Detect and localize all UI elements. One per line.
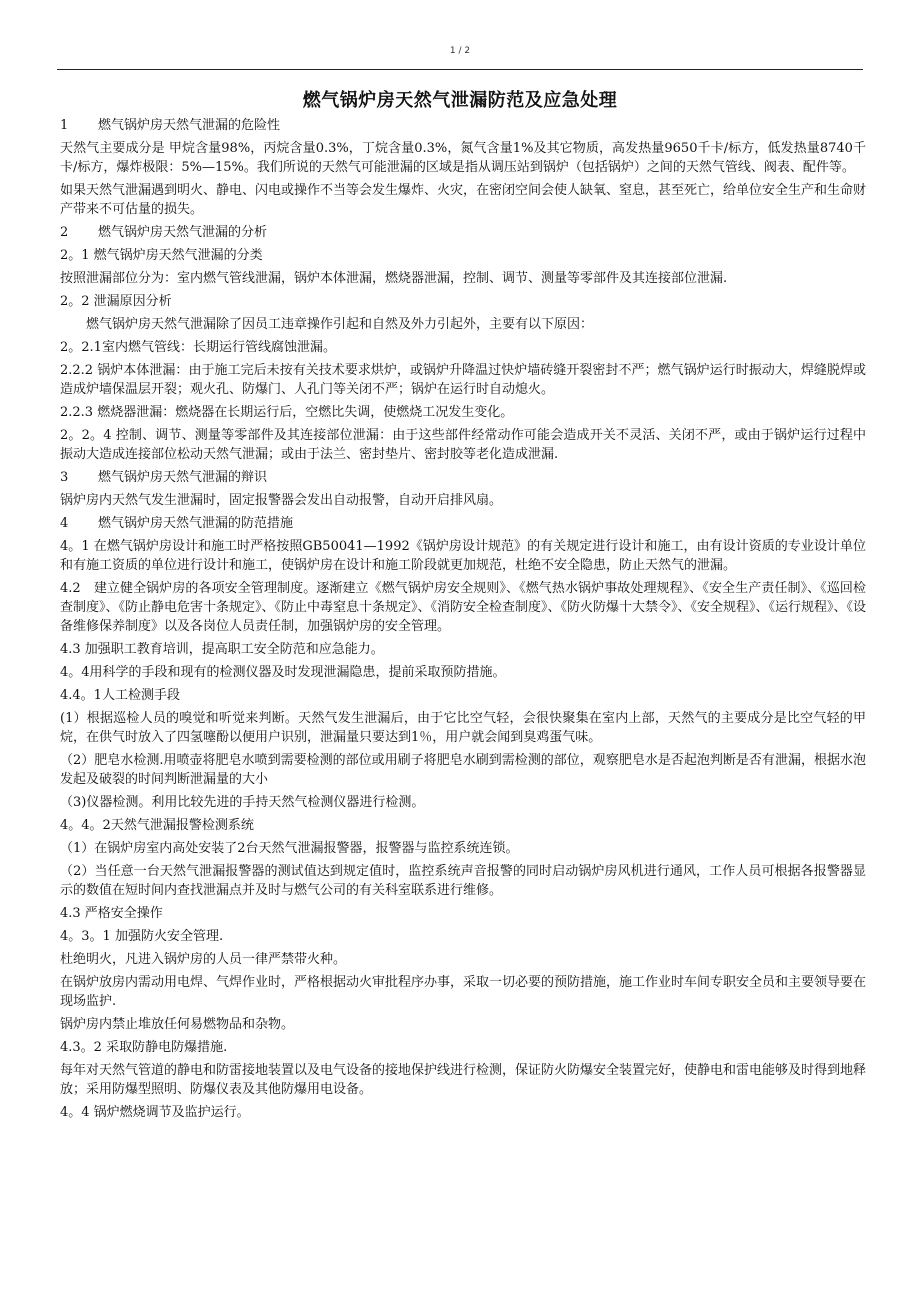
paragraph-text: 如果天然气泄漏遇到明火、静电、闪电或操作不当等会发生爆炸、火灾，在密闭空间会使人缺氧、窒息，甚至死亡，给单位安全生产和生命财产带来不可估量的损失。 xyxy=(60,183,867,217)
paragraph-text: 2。2 泄漏原因分析 xyxy=(60,294,172,309)
paragraph xyxy=(60,537,866,575)
paragraph xyxy=(60,904,866,923)
section-number: 1 xyxy=(60,118,69,133)
paragraph xyxy=(60,1038,866,1057)
paragraph-text: 4。4用科学的手段和现有的检测仪器及时发现泄漏隐患，提前采取预防措施。 xyxy=(60,665,506,680)
paragraph-text: 锅炉房内禁止堆放任何易燃物品和杂物。 xyxy=(60,1017,295,1032)
paragraph xyxy=(60,1061,866,1099)
paragraph xyxy=(60,973,866,1011)
paragraph xyxy=(60,491,866,510)
section-heading xyxy=(60,223,866,242)
paragraph xyxy=(60,640,866,659)
section-heading-text: 燃气锅炉房天然气泄漏的分析 xyxy=(98,225,268,240)
paragraph-text: 杜绝明火，凡进入锅炉房的人员一律严禁带火种。 xyxy=(60,952,347,967)
header-rule xyxy=(57,69,863,70)
paragraph-text: （2）肥皂水检测.用喷壶将肥皂水喷到需要检测的部位或用刷子将肥皂水刷到需检测的部位，观察肥皂水是否起泡判断是否有泄漏，根据水泡发起及破裂的时间判断泄漏量的大小 xyxy=(60,753,866,787)
paragraph-text: 按照泄漏部位分为：室内燃气管线泄漏，锅炉本体泄漏，燃烧器泄漏，控制、调节、测量等零部件及其连接部位泄漏. xyxy=(60,271,728,286)
paragraph xyxy=(60,361,866,399)
paragraph xyxy=(60,709,866,747)
section-heading xyxy=(60,116,866,135)
section-heading xyxy=(60,514,866,533)
paragraph xyxy=(60,181,866,219)
paragraph xyxy=(60,338,866,357)
paragraph-text: (1）根据巡检人员的嗅觉和听觉来判断。天然气发生泄漏后，由于它比空气轻，会很快聚集在室内上部，天然气的主要成分是比空气轻的甲烷，在供气时放入了四氢噻酚以便用户识别，泄漏量只要达到1％，用户就会闻到臭鸡蛋气味。 xyxy=(60,711,866,745)
paragraph-text: （2）当任意一台天然气泄漏报警器的测试值达到规定值时，监控系统声音报警的同时启动锅炉房风机进行通风，工作人员可根据各报警器显示的数值在短时间内查找泄漏点并及时与燃气公司的有关科室联系进行维修。 xyxy=(60,864,866,898)
paragraph-text: 4.3。2 采取防静电防爆措施. xyxy=(60,1040,228,1055)
document-body xyxy=(60,116,866,1126)
paragraph-text: 4。4。2天然气泄漏报警检测系统 xyxy=(60,818,254,833)
paragraph-text: 燃气锅炉房天然气泄漏除了因员工违章操作引起和自然及外力引起外，主要有以下原因： xyxy=(86,317,594,332)
paragraph-text: （3)仪器检测。利用比较先进的手持天然气检测仪器进行检测。 xyxy=(60,795,425,810)
paragraph xyxy=(60,579,866,636)
paragraph xyxy=(60,927,866,946)
paragraph xyxy=(60,246,866,265)
paragraph-text: 2。2。4 控制、调节、测量等零部件及其连接部位泄漏：由于这些部件经常动作可能会造成开关不灵活、关闭不严，或由于锅炉运行过程中振动大造成连接部位松动天然气泄漏；或由于法兰、密封垫片、密封胶等老化造成泄漏. xyxy=(60,428,866,462)
section-heading-text: 燃气锅炉房天然气泄漏的防范措施 xyxy=(98,516,294,531)
paragraph xyxy=(60,793,866,812)
paragraph xyxy=(60,839,866,858)
paragraph-text: 4。1 在燃气锅炉房设计和施工时严格按照GB50041—1992《锅炉房设计规范》的有关规定进行设计和施工，由有设计资质的专业设计单位和有施工资质的单位进行设计和施工，使锅炉房在设计和施工阶段就更加规范，杜绝不安全隐患，防止天然气的泄漏。 xyxy=(60,539,866,573)
paragraph xyxy=(60,950,866,969)
paragraph-text: 锅炉房内天然气发生泄漏时，固定报警器会发出自动报警，自动开启排风扇。 xyxy=(60,493,503,508)
paragraph xyxy=(60,292,866,311)
paragraph-text: 4.4。1人工检测手段 xyxy=(60,688,180,703)
paragraph-text: 天然气主要成分是 甲烷含量98%，丙烷含量0.3%，丁烷含量0.3%，氮气含量1%及其它物质，高发热量9650千卡/标方，低发热量8740千卡/标方，爆炸极限：5%—15%。我们所说的天然气可能泄漏的区域是指从调压站到锅炉（包括锅炉）之间的天然气管线、阀表、配件等。 xyxy=(60,141,866,175)
paragraph xyxy=(60,663,866,682)
section-heading-text: 燃气锅炉房天然气泄漏的危险性 xyxy=(98,118,281,133)
paragraph-text: （1）在锅炉房室内高处安装了2台天然气泄漏报警器，报警器与监控系统连锁。 xyxy=(60,841,519,856)
paragraph xyxy=(60,269,866,288)
section-number: 4 xyxy=(60,516,69,531)
paragraph-text: 在锅炉放房内需动用电焊、气焊作业时，严格根据动火审批程序办事，采取一切必要的预防措施，施工作业时车间专职安全员和主要领导要在现场监护. xyxy=(60,975,867,1009)
document-title: 燃气锅炉房天然气泄漏防范及应急处理 xyxy=(302,90,618,111)
paragraph-text: 4.3 加强职工教育培训，提高职工安全防范和应急能力。 xyxy=(60,642,384,657)
paragraph-text: 2。1 燃气锅炉房天然气泄漏的分类 xyxy=(60,248,263,263)
paragraph xyxy=(60,862,866,900)
page-number: 1 / 2 xyxy=(449,46,471,56)
paragraph xyxy=(60,403,866,422)
paragraph-text: 4。4 锅炉燃烧调节及监护运行。 xyxy=(60,1105,250,1120)
paragraph xyxy=(60,816,866,835)
paragraph-text: 2.2.2 锅炉本体泄漏：由于施工完后未按有关技术要求烘炉，或锅炉升降温过快炉墙砖缝开裂密封不严；燃气锅炉运行时振动大，焊缝脱焊或造成炉墙保温层开裂；观火孔、防爆门、人孔门等关闭不严；锅炉在运行时自动熄火。 xyxy=(60,363,866,397)
section-heading xyxy=(60,468,866,487)
paragraph-text: 2。2.1室内燃气管线：长期运行管线腐蚀泄漏。 xyxy=(60,340,336,355)
paragraph xyxy=(60,315,866,334)
paragraph xyxy=(60,426,866,464)
paragraph-text: 4.2 建立健全锅炉房的各项安全管理制度。逐渐建立《燃气锅炉房安全规则》、《燃气热水锅炉事故处理规程》、《安全生产责任制》、《巡回检查制度》、《防止静电危害十条规定》、《防止中毒窒息十条规定》、《消防安全检查制度》、《防火防爆十大禁令》、《安全规程》、《运行规程》、《设备维修保养制度》以及各岗位人员责任制，加强锅炉房的安全管理。 xyxy=(60,581,867,634)
paragraph xyxy=(60,1103,866,1122)
paragraph xyxy=(60,686,866,705)
paragraph-text: 2.2.3 燃烧器泄漏：燃烧器在长期运行后，空燃比失调，使燃烧工况发生变化。 xyxy=(60,405,514,420)
paragraph-text: 4.3 严格安全操作 xyxy=(60,906,163,921)
paragraph-text: 4。3。1 加强防火安全管理. xyxy=(60,929,224,944)
section-number: 2 xyxy=(60,225,69,240)
paragraph xyxy=(60,139,866,177)
section-heading-text: 燃气锅炉房天然气泄漏的辩识 xyxy=(98,470,268,485)
paragraph-text: 每年对天然气管道的静电和防雷接地装置以及电气设备的接地保护线进行检测，保证防火防爆安全装置完好，使静电和雷电能够及时得到地释放；采用防爆型照明、防爆仪表及其他防爆用电设备。 xyxy=(60,1063,867,1097)
section-number: 3 xyxy=(60,470,69,485)
paragraph xyxy=(60,751,866,789)
paragraph xyxy=(60,1015,866,1034)
